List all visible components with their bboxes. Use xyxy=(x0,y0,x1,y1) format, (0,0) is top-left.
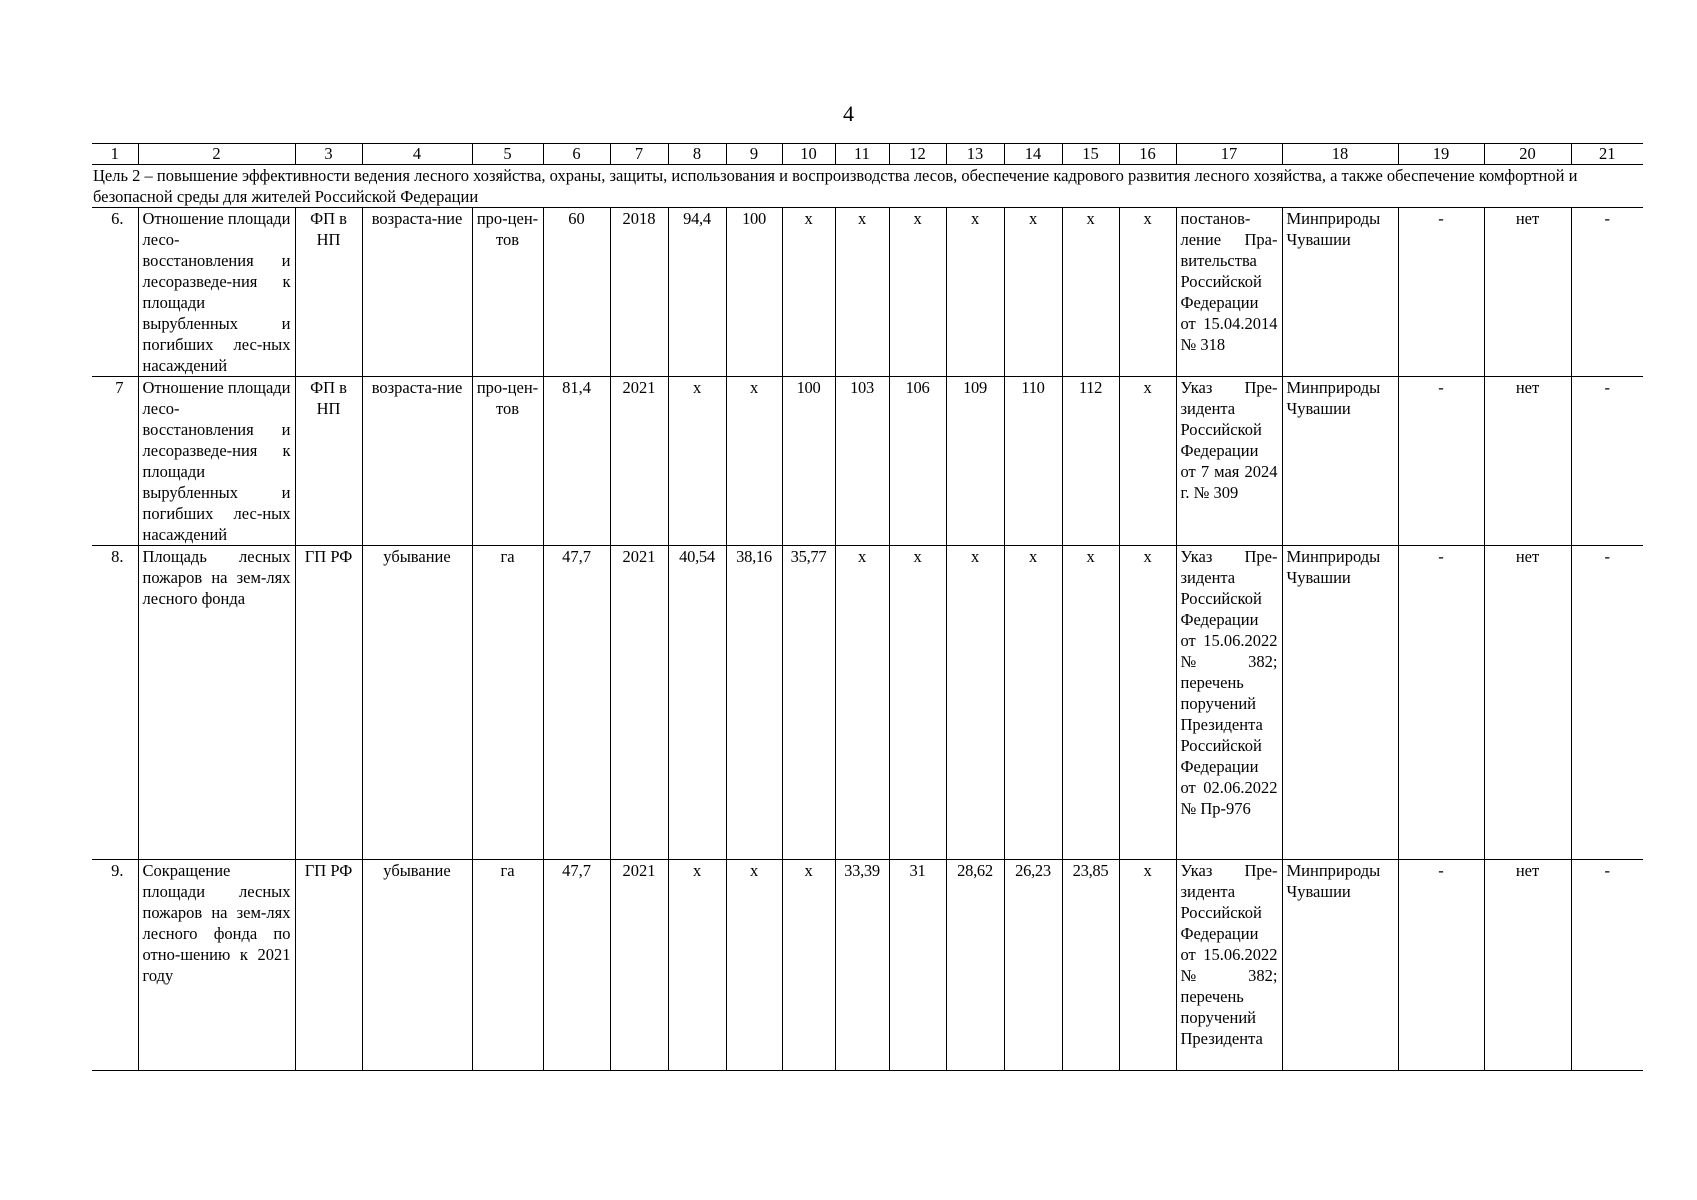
value-col-9: 100 xyxy=(726,208,782,377)
legal-basis: Указ Пре-зидента Российской Федерации от 7 мая 2024 г. № 309 xyxy=(1176,377,1282,546)
base-year: 2021 xyxy=(610,860,668,1071)
value-col-12: 31 xyxy=(889,860,946,1071)
col-21-value: - xyxy=(1571,208,1643,377)
indicator-source: ФП в НП xyxy=(295,377,362,546)
col-20-value: нет xyxy=(1484,546,1571,860)
column-number: 12 xyxy=(889,144,946,165)
col-21-value: - xyxy=(1571,546,1643,860)
column-number: 19 xyxy=(1398,144,1484,165)
value-col-16: х xyxy=(1119,546,1176,860)
value-col-11: 103 xyxy=(835,377,889,546)
col-19-value: - xyxy=(1398,377,1484,546)
column-number: 18 xyxy=(1282,144,1398,165)
indicator-trend: возраста-ние xyxy=(362,208,472,377)
value-col-15: 23,85 xyxy=(1062,860,1119,1071)
responsible-body: Минприроды Чувашии xyxy=(1282,208,1398,377)
goal-text: Цель 2 – повышение эффективности ведения лесного хозяйства, охраны, защиты, использования и воспроизводства лесов, обеспечение кадрового развития лесного хозяйства, а также обеспечение комфортной и безопасной среды для жителей Российской Федерации xyxy=(92,165,1643,208)
row-number: 7 xyxy=(92,377,138,546)
value-col-15: х xyxy=(1062,208,1119,377)
column-number: 17 xyxy=(1176,144,1282,165)
value-col-14: 110 xyxy=(1004,377,1062,546)
value-col-9: 38,16 xyxy=(726,546,782,860)
indicator-unit: про-цен-тов xyxy=(472,377,543,546)
value-col-10: х xyxy=(782,208,835,377)
value-col-15: 112 xyxy=(1062,377,1119,546)
indicator-name: Отношение площади лесо-восстановления и лесоразведе-ния к площади вырубленных и погибших лес-ных насаждений xyxy=(138,377,295,546)
indicator-name: Отношение площади лесо-восстановления и лесоразведе-ния к площади вырубленных и погибших лес-ных насаждений xyxy=(138,208,295,377)
column-number: 9 xyxy=(726,144,782,165)
goal-row xyxy=(92,165,1643,208)
column-number: 21 xyxy=(1571,144,1643,165)
column-number: 4 xyxy=(362,144,472,165)
value-col-9: х xyxy=(726,860,782,1071)
indicator-source: ГП РФ xyxy=(295,860,362,1071)
indicators-table xyxy=(92,143,1643,1071)
base-value: 47,7 xyxy=(543,546,610,860)
value-col-11: 33,39 xyxy=(835,860,889,1071)
indicator-trend: возраста-ние xyxy=(362,377,472,546)
row-number: 8. xyxy=(92,546,138,860)
value-col-11: х xyxy=(835,208,889,377)
value-col-14: х xyxy=(1004,546,1062,860)
base-year: 2018 xyxy=(610,208,668,377)
indicator-trend: убывание xyxy=(362,546,472,860)
indicator-unit: га xyxy=(472,546,543,860)
column-number: 8 xyxy=(668,144,726,165)
responsible-body: Минприроды Чувашии xyxy=(1282,860,1398,1071)
indicator-source: ФП в НП xyxy=(295,208,362,377)
legal-basis: Указ Пре-зидента Российской Федерации от 15.06.2022 № 382; перечень поручений Президента xyxy=(1176,860,1282,1071)
column-number: 15 xyxy=(1062,144,1119,165)
column-number: 16 xyxy=(1119,144,1176,165)
column-number: 10 xyxy=(782,144,835,165)
col-20-value: нет xyxy=(1484,860,1571,1071)
value-col-12: 106 xyxy=(889,377,946,546)
indicator-name: Площадь лесных пожаров на зем-лях лесного фонда xyxy=(138,546,295,860)
indicator-unit: га xyxy=(472,860,543,1071)
row-number: 6. xyxy=(92,208,138,377)
value-col-8: х xyxy=(668,377,726,546)
base-value: 60 xyxy=(543,208,610,377)
value-col-16: х xyxy=(1119,208,1176,377)
col-21-value: - xyxy=(1571,860,1643,1071)
col-19-value: - xyxy=(1398,860,1484,1071)
value-col-13: 28,62 xyxy=(946,860,1004,1071)
legal-basis: постанов-ление Пра-вительства Российской Федерации от 15.04.2014 № 318 xyxy=(1176,208,1282,377)
value-col-11: х xyxy=(835,546,889,860)
value-col-13: х xyxy=(946,546,1004,860)
column-number: 20 xyxy=(1484,144,1571,165)
col-20-value: нет xyxy=(1484,208,1571,377)
value-col-10: 35,77 xyxy=(782,546,835,860)
value-col-9: х xyxy=(726,377,782,546)
col-21-value: - xyxy=(1571,377,1643,546)
column-number-row xyxy=(92,144,1643,165)
value-col-8: 40,54 xyxy=(668,546,726,860)
page-number: 4 xyxy=(843,101,854,126)
responsible-body: Минприроды Чувашии xyxy=(1282,377,1398,546)
value-col-13: 109 xyxy=(946,377,1004,546)
indicator-name: Сокращение площади лесных пожаров на зем-лях лесного фонда по отно-шению к 2021 году xyxy=(138,860,295,1071)
value-col-15: х xyxy=(1062,546,1119,860)
column-number: 5 xyxy=(472,144,543,165)
column-number: 6 xyxy=(543,144,610,165)
table-row xyxy=(92,208,1643,377)
base-year: 2021 xyxy=(610,377,668,546)
table-row xyxy=(92,546,1643,860)
col-20-value: нет xyxy=(1484,377,1571,546)
base-year: 2021 xyxy=(610,546,668,860)
indicator-trend: убывание xyxy=(362,860,472,1071)
value-col-16: х xyxy=(1119,377,1176,546)
table-row xyxy=(92,377,1643,546)
indicator-source: ГП РФ xyxy=(295,546,362,860)
indicator-unit: про-цен-тов xyxy=(472,208,543,377)
table-row xyxy=(92,860,1643,1071)
column-number: 7 xyxy=(610,144,668,165)
value-col-8: 94,4 xyxy=(668,208,726,377)
legal-basis: Указ Пре-зидента Российской Федерации от 15.06.2022 № 382; перечень поручений Президента Российской Федерации от 02.06.2022 № Пр-976 xyxy=(1176,546,1282,860)
row-number: 9. xyxy=(92,860,138,1071)
value-col-14: 26,23 xyxy=(1004,860,1062,1071)
responsible-body: Минприроды Чувашии xyxy=(1282,546,1398,860)
value-col-13: х xyxy=(946,208,1004,377)
column-number: 3 xyxy=(295,144,362,165)
value-col-8: х xyxy=(668,860,726,1071)
value-col-14: х xyxy=(1004,208,1062,377)
value-col-12: х xyxy=(889,208,946,377)
column-number: 13 xyxy=(946,144,1004,165)
value-col-10: 100 xyxy=(782,377,835,546)
value-col-10: х xyxy=(782,860,835,1071)
col-19-value: - xyxy=(1398,208,1484,377)
column-number: 11 xyxy=(835,144,889,165)
col-19-value: - xyxy=(1398,546,1484,860)
base-value: 81,4 xyxy=(543,377,610,546)
column-number: 2 xyxy=(138,144,295,165)
column-number: 14 xyxy=(1004,144,1062,165)
base-value: 47,7 xyxy=(543,860,610,1071)
value-col-12: х xyxy=(889,546,946,860)
column-number: 1 xyxy=(92,144,138,165)
value-col-16: х xyxy=(1119,860,1176,1071)
